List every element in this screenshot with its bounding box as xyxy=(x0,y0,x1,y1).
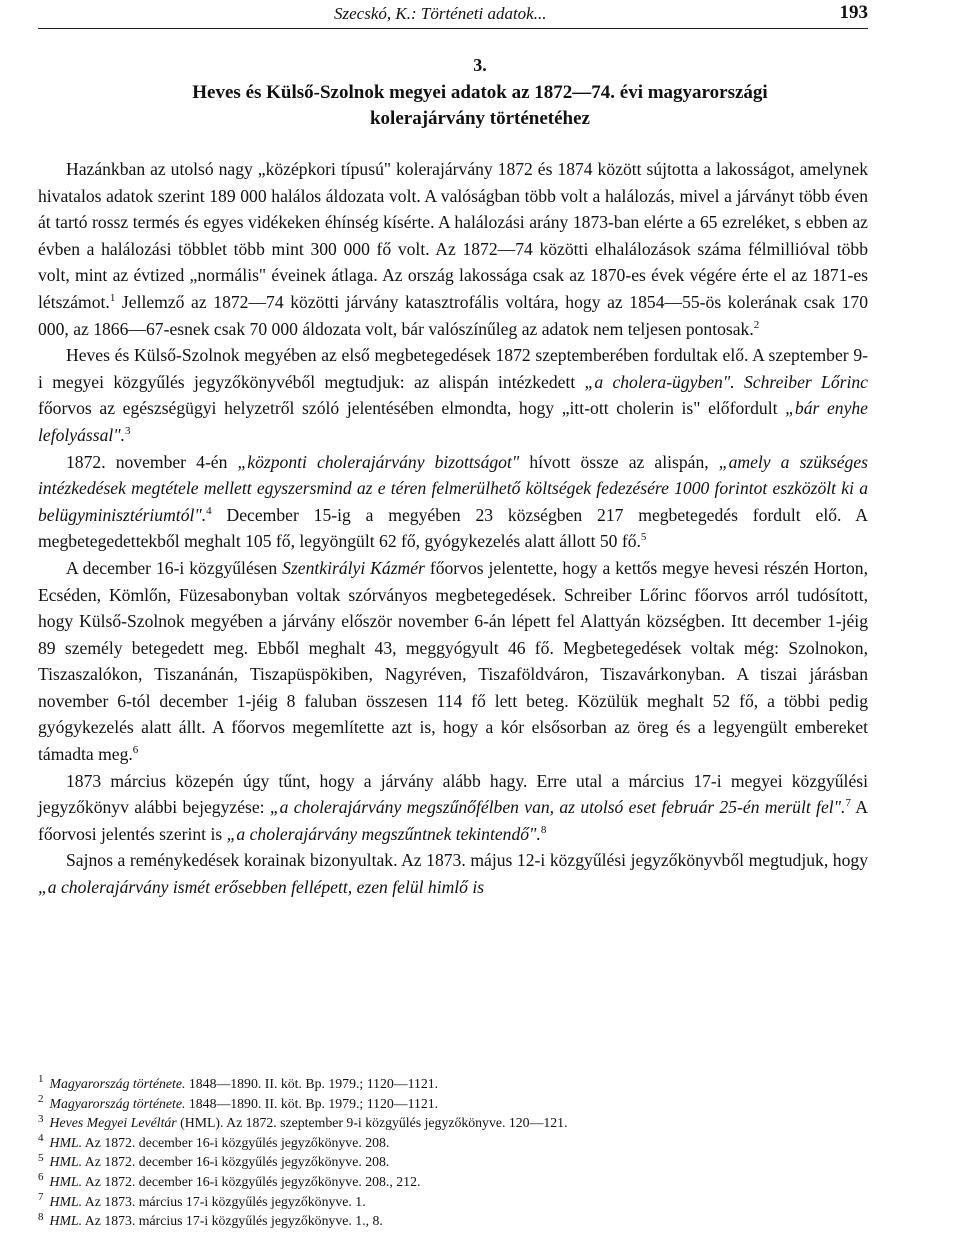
footnote-ref-1: 1 xyxy=(109,292,116,305)
footnote: $^4$ HML. Az 1872. december 16-i közgyűlés jegyzőkönyve. 208. xyxy=(38,1132,390,1150)
title-line-2: kolerajárvány történetéhez xyxy=(369,108,590,129)
footnote-ref-5: 5 xyxy=(640,531,647,544)
running-header xyxy=(38,0,868,28)
page-number: 193 xyxy=(839,2,868,23)
paragraph-5: 1873 március közepén úgy tűnt, hogy a járvány alább hagy. Erre utal a március 17-i megyei közgyűlési jegyzőkönyv alábbi bejegyzése: „a cholerajárvány megszűnőfélben van, az utolsó eset február 25-én merült fel".$^7$ A főorvosi jelentés szerint is „a cholerajárvány megszűntnek tekintendő".$^8$ xyxy=(38,770,868,844)
footnote-ref-6: 6 xyxy=(132,744,139,757)
article-body xyxy=(38,156,868,901)
footnote-ref-2: 2 xyxy=(753,318,760,331)
footnote: $^6$ HML. Az 1872. december 16-i közgyűlés jegyzőkönyve. 208., 212. xyxy=(38,1171,421,1189)
header-rule xyxy=(38,28,868,29)
paragraph-6: Sajnos a reménykedések korainak bizonyultak. Az 1873. május 12-i közgyűlési jegyzőkönyvből megtudjuk, hogy „a cholerajárvány ismét erősebben fellépett, ezen felül himlő is xyxy=(38,850,868,898)
footnote: $^8$ HML. Az 1873. március 17-i közgyűlés jegyzőkönyve. 1., 8. xyxy=(38,1210,383,1229)
footnote-ref-7: 7 xyxy=(845,797,851,810)
footnote: $^7$ HML. Az 1873. március 17-i közgyűlés jegyzőkönyve. 1. xyxy=(38,1190,366,1209)
footnote: $^5$ HML. Az 1872. december 16-i közgyűlés jegyzőkönyve. 208. xyxy=(38,1151,390,1170)
paragraph-1: Hazánkban az utolsó nagy „középkori típusú" kolerajárvány 1872 és 1874 között sújtotta a lakosságot, amelynek hivatalos adatok szerint 189 000 halálos áldozata volt. A valóságban több volt a halálozás, mivel a járványt több éven át tartó rossz termés és egyes vidékeken éhínség kísérte. A halálozási arány 1873-ban elérte a 65 ezreléket, s ebben az évben a halálozási többlet több mint 300 000 fő volt. Az 1872—74 közötti elhalálozások száma félmillióval több volt, mint az évtized „normális" éveinek átlaga. Az ország lakossága csak az 1870-es évek végére érte el az 1871-es létszámot.$^1$ Jellemző az 1872—74 közötti járvány katasztrofális voltára, hogy az 1854—55-ös kolerának csak 170 000, az 1866—67-esnek csak 70 000 áldozata volt, bár valószínűleg az adatok nem teljesen pontosak.$^2$ xyxy=(38,159,868,339)
article-title xyxy=(60,80,900,132)
paragraph-3: 1872. november 4-én „központi cholerajárvány bizottságot" hívott össze az alispán, „amely a szükséges intézkedések megtétele mellett egyszersmind az e téren felmerülhető költségek fedezésére 1000 forintot eszközölt ki a belügyminisztériumtól".$^4$ December 15-ig a megyében 23 községben 217 megbetegedés fordult elő. A megbetegedettekből meghalt 105 fő, legyöngült 62 fő, gyógykezelés alatt állott 50 fő.$^5$ xyxy=(38,451,868,552)
section-number: 3. xyxy=(473,55,487,75)
paragraph-4: A december 16-i közgyűlésen Szentkirályi Kázmér főorvos jelentette, hogy a kettős megye hevesi részén Horton, Ecséden, Kömlőn, Füzesabonyban voltak szórványos megbetegedések. Schreiber Lőrinc főorvos arról tudósított, hogy Külső-Szolnok megyében a járvány először november 6-án lépett fel Alattyán községben. Itt december 1-jéig 89 személy betegedett meg. Ebből meghalt 43, meggyógyult 46 fő. Megbetegedések voltak még: Szolnokon, Tiszaszalókon, Tiszanánán, Tiszapüspökiben, Nagyréven, Tiszaföldváron, Tiszavárkonyban. A tiszai járásban november 6-tól december 1-jéig 8 faluban összesen 114 fő lett beteg. Közülük meghalt 52 fő, a többi pedig gyógykezelés alatt állt. A főorvos megemlítette azt is, hogy a kór elsősorban az öreg és a legyengült embereket támadta meg.$^6$ xyxy=(38,557,869,765)
footnote-ref-4: 4 xyxy=(206,504,212,517)
footnote-ref-3: 3 xyxy=(125,425,131,438)
running-head: Szecskó, K.: Történeti adatok... xyxy=(334,4,547,23)
footnotes xyxy=(38,1074,868,1231)
footnote: $^1$ Magyarország története. 1848—1890. II. köt. Bp. 1979.; 1120—1121. xyxy=(38,1073,439,1091)
title-line-1: Heves és Külső-Szolnok megyei adatok az 1872—74. évi magyarországi xyxy=(192,82,768,103)
footnote: $^3$ Heves Megyei Levéltár (HML). Az 1872. szeptember 9-i közgyűlés jegyzőkönyve. 120—121. xyxy=(38,1112,568,1131)
footnote-ref-8: 8 xyxy=(540,823,547,836)
paragraph-2: Heves és Külső-Szolnok megyében az első megbetegedések 1872 szeptemberében fordultak elő. A szeptember 9-i megyei közgyűlés jegyzőkönyvéből megtudjuk: az alispán intézkedett „a cholera-ügyben". Schreiber Lőrinc főorvos az egészségügyi helyzetről szóló jelentésében elmondta, hogy „itt-ott cholerin is" előfordult „bár enyhe lefolyással".$^3$ xyxy=(38,345,868,445)
footnote: $^2$ Magyarország története. 1848—1890. II. köt. Bp. 1979.; 1120—1121. xyxy=(38,1093,439,1111)
